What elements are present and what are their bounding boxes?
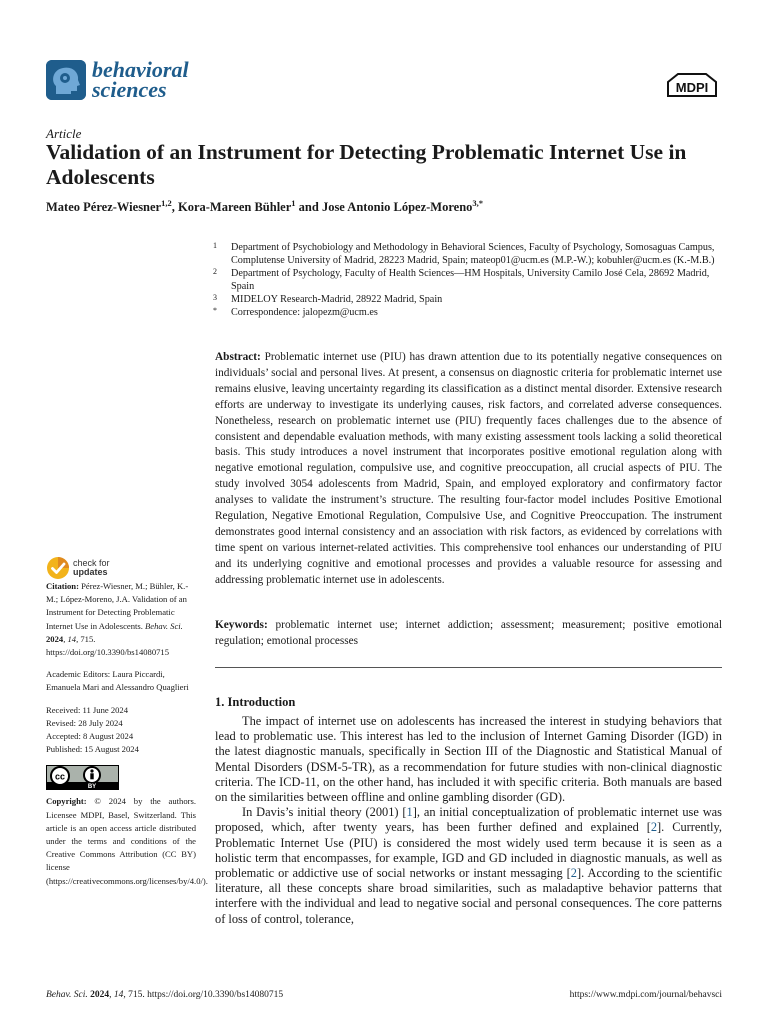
citation-year: 2024	[46, 633, 64, 644]
copyright-block	[46, 795, 208, 887]
published-date: Published: 15 August 2024	[46, 744, 139, 755]
affiliations	[213, 241, 728, 319]
head-gear-icon	[46, 60, 86, 100]
dates-block	[46, 704, 196, 757]
received-date: Received: 11 June 2024	[46, 704, 129, 715]
mdpi-logo-text: MDPI	[675, 80, 709, 95]
paragraph: The impact of internet use on adolescents has increased the interest in studying behaviors that lead to problematic use. This interest has led to the inclusion of Internet Gaming Disorder (IGD) in the latest diagnostic manuals, specifically in Section III of the Diagnostic and Statistical Manual of Mental Disorders (DSM-5-TR), as a recommendation for future studies with non-clinical diagnostic criteria. The ICD-11, on the other hand, has included it with specific criteria. Both manuals are based on the similarities between offline and online gambling disorder (GD).	[215, 714, 722, 805]
article-type: Article	[46, 126, 82, 141]
author-separator: ,	[171, 200, 178, 215]
academic-editors: Academic Editors: Laura Piccardi, Emanuela Mari and Alessandro Quaglieri	[46, 669, 189, 693]
journal-logo[interactable]	[46, 57, 189, 102]
footer-doi[interactable]: , 715. https://doi.org/10.3390/bs14080715	[123, 990, 284, 1000]
paragraph-text: ]. Currently, Problematic Internet Use (PIU) is considered the most widely used term because it is seen as a holistic term that encompasses, for example, IGD and GD included in diagnostic manuals, as well as problematic or addictive use of social networks or instant messaging [	[215, 820, 722, 881]
keywords-text: problematic internet use; internet addiction; assessment; measurement; positive emotional regulation; emotional processes	[215, 619, 722, 647]
footer-journal-url[interactable]: https://www.mdpi.com/journal/behavsci	[569, 990, 722, 1000]
author-list	[46, 198, 726, 215]
abstract-text: Problematic internet use (PIU) has drawn attention due to its potentially negative consequences on individuals’ social and personal lives. At present, a consensus on diagnostic criteria for problematic internet use remains elusive, leaving uncertainty regarding its classification as a distinct mental disorder. Extensive research efforts are underway to investigate its underlying causes, risk factors, and correlated adverse consequences. Nonetheless, research on problematic internet use (PIU) frequently faces challenges due to the absence of consistent and dependable evaluation methods, with many existing assessment tools lacking a solid theoretical basis. This study introduces a novel instrument that incorporates positive emotional regulation along with negative emotional regulation, compulsive use, and cognitive preoccupation, all crucial aspects of PIU. The study involved 3054 adolescents from Madrid, Spain, and employed exploratory and confirmatory factor analyses to validate the instrument’s structure. The resulting four-factor model includes Positive Emotional Regulation, Negative Emotional Regulation, Compulsive Use, and Cognitive Preoccupation. The instrument demonstrates good internal consistency and an association with risk factors, as evidenced by correlations with time spent on various internet-related activities. This comprehensive tool enhances our understanding of PIU and its underlying cognitive and emotional processes and provides a valuable resource for assessing and addressing problematic internet use in adolescents.	[215, 351, 723, 586]
abstract-label: Abstract:	[215, 351, 261, 363]
citation-volume: 14	[67, 633, 77, 644]
revised-date: Revised: 28 July 2024	[46, 717, 123, 728]
affiliation-text: Department of Psychology, Faculty of Health Sciences—HM Hospitals, University Camilo José Cela, 28692 Madrid, Spain	[231, 268, 710, 292]
journal-name	[92, 57, 189, 102]
paragraph	[215, 805, 722, 927]
author-name[interactable]: Kora-Mareen Bühler	[177, 200, 292, 215]
affiliation-item	[213, 241, 728, 267]
citation-block: Citation: Pérez-Wiesner, M.; Bühler, K.-M.; López-Moreno, J.A. Validation of an Instrument for Detecting Problematic Internet Use in Adolescents. Behav. Sci. 2024, 14, 715. https://doi.org/10.3390/bs14080715	[46, 581, 189, 658]
affiliation-mark: 2	[213, 267, 217, 276]
paragraph-text: In Davis’s initial theory (2001) [	[242, 805, 407, 820]
mdpi-logo[interactable]	[664, 70, 720, 100]
citation-link[interactable]: 2	[570, 866, 577, 881]
sidebar	[46, 580, 208, 888]
cc-by-text: BY	[87, 784, 97, 791]
check-for-updates-button[interactable]	[46, 556, 110, 580]
author-name[interactable]: Mateo Pérez-Wiesner	[46, 200, 162, 215]
footer-year: 2024	[90, 990, 110, 1000]
author-affil: 1	[291, 198, 296, 208]
citation-doi[interactable]: , 715. https://doi.org/10.3390/bs14080715	[46, 633, 170, 658]
author-name[interactable]: Jose Antonio López-Moreno	[321, 200, 473, 215]
affiliation-mark: *	[213, 306, 217, 315]
footer-journal: Behav. Sci.	[46, 990, 88, 1000]
affiliation-mark: 3	[213, 293, 217, 302]
author-affil: 3,*	[472, 198, 484, 208]
cc-by-license-badge[interactable]	[46, 765, 119, 790]
affiliation-text: MIDELOY Research-Madrid, 28922 Madrid, Spain	[231, 294, 443, 305]
journal-name-line1: behavioral	[92, 57, 189, 82]
footer-volume: 14	[113, 990, 124, 1000]
introduction-body	[215, 714, 722, 927]
citation-journal: Behav. Sci.	[145, 620, 183, 631]
affiliation-item	[213, 306, 728, 319]
article-title: Validation of an Instrument for Detecting Problematic Internet Use in Adolescents	[46, 140, 687, 189]
affiliation-item	[213, 267, 728, 293]
keywords-label: Keywords:	[215, 619, 268, 631]
affiliation-text: Correspondence: jalopezm@ucm.es	[231, 307, 378, 318]
citation-text: Pérez-Wiesner, M.; Bühler, K.-M.; López-Moreno, J.A. Validation of an Instrument for Detecting Problematic Internet Use in Adolescents.	[46, 581, 189, 631]
author-separator: and	[295, 200, 322, 215]
paragraph-text: ]. According to the scientific literature, all these concepts share broad similarities, such as maladaptive behavior patterns that interfere with the individual and lead to negative social and personal consequences. The core patterns of loss of control, tolerance,	[215, 866, 722, 926]
abstract	[215, 350, 722, 589]
affiliation-item	[213, 293, 728, 306]
section-divider	[215, 667, 722, 668]
citation-link[interactable]: 2	[650, 820, 658, 835]
section-heading: 1. Introduction	[215, 695, 296, 709]
journal-name-line2: sciences	[92, 77, 167, 102]
citation-label: Citation:	[46, 581, 79, 591]
copyright-text: © 2024 by the authors. Licensee MDPI, Basel, Switzerland. This article is an open access article distributed under the terms and conditions of the Creative Commons Attribution (CC BY) license (https://creativecommons.org/licenses/by/4.0/).	[46, 796, 208, 886]
check-updates-line2: updates	[73, 567, 108, 577]
affiliation-text: Department of Psychobiology and Methodology in Behavioral Sciences, Faculty of Psychology, Somosaguas Campus, Complutense University of Madrid, 28223 Madrid, Spain; mateop01@ucm.es (M.P.-W.); kobuhler@ucm.es (K.-M.B.)	[231, 242, 715, 266]
svg-text:cc: cc	[54, 771, 66, 782]
author-affil: 1,2	[161, 198, 172, 208]
check-updates-line1: check for	[73, 558, 110, 568]
check-updates-icon	[46, 556, 70, 580]
paragraph-text: ], an initial conceptualization of problematic internet use was proposed, which, after twenty years, has been further defined and explained [	[215, 805, 723, 835]
keywords	[215, 618, 722, 650]
affiliation-mark: 1	[213, 241, 217, 250]
accepted-date: Accepted: 8 August 2024	[46, 731, 134, 742]
footer-citation: Behav. Sci. 2024, 14, 715. https://doi.org/10.3390/bs14080715	[46, 990, 284, 1000]
check-updates-text	[73, 559, 110, 577]
citation-link[interactable]: 1	[406, 805, 413, 820]
copyright-label: Copyright:	[46, 796, 87, 807]
